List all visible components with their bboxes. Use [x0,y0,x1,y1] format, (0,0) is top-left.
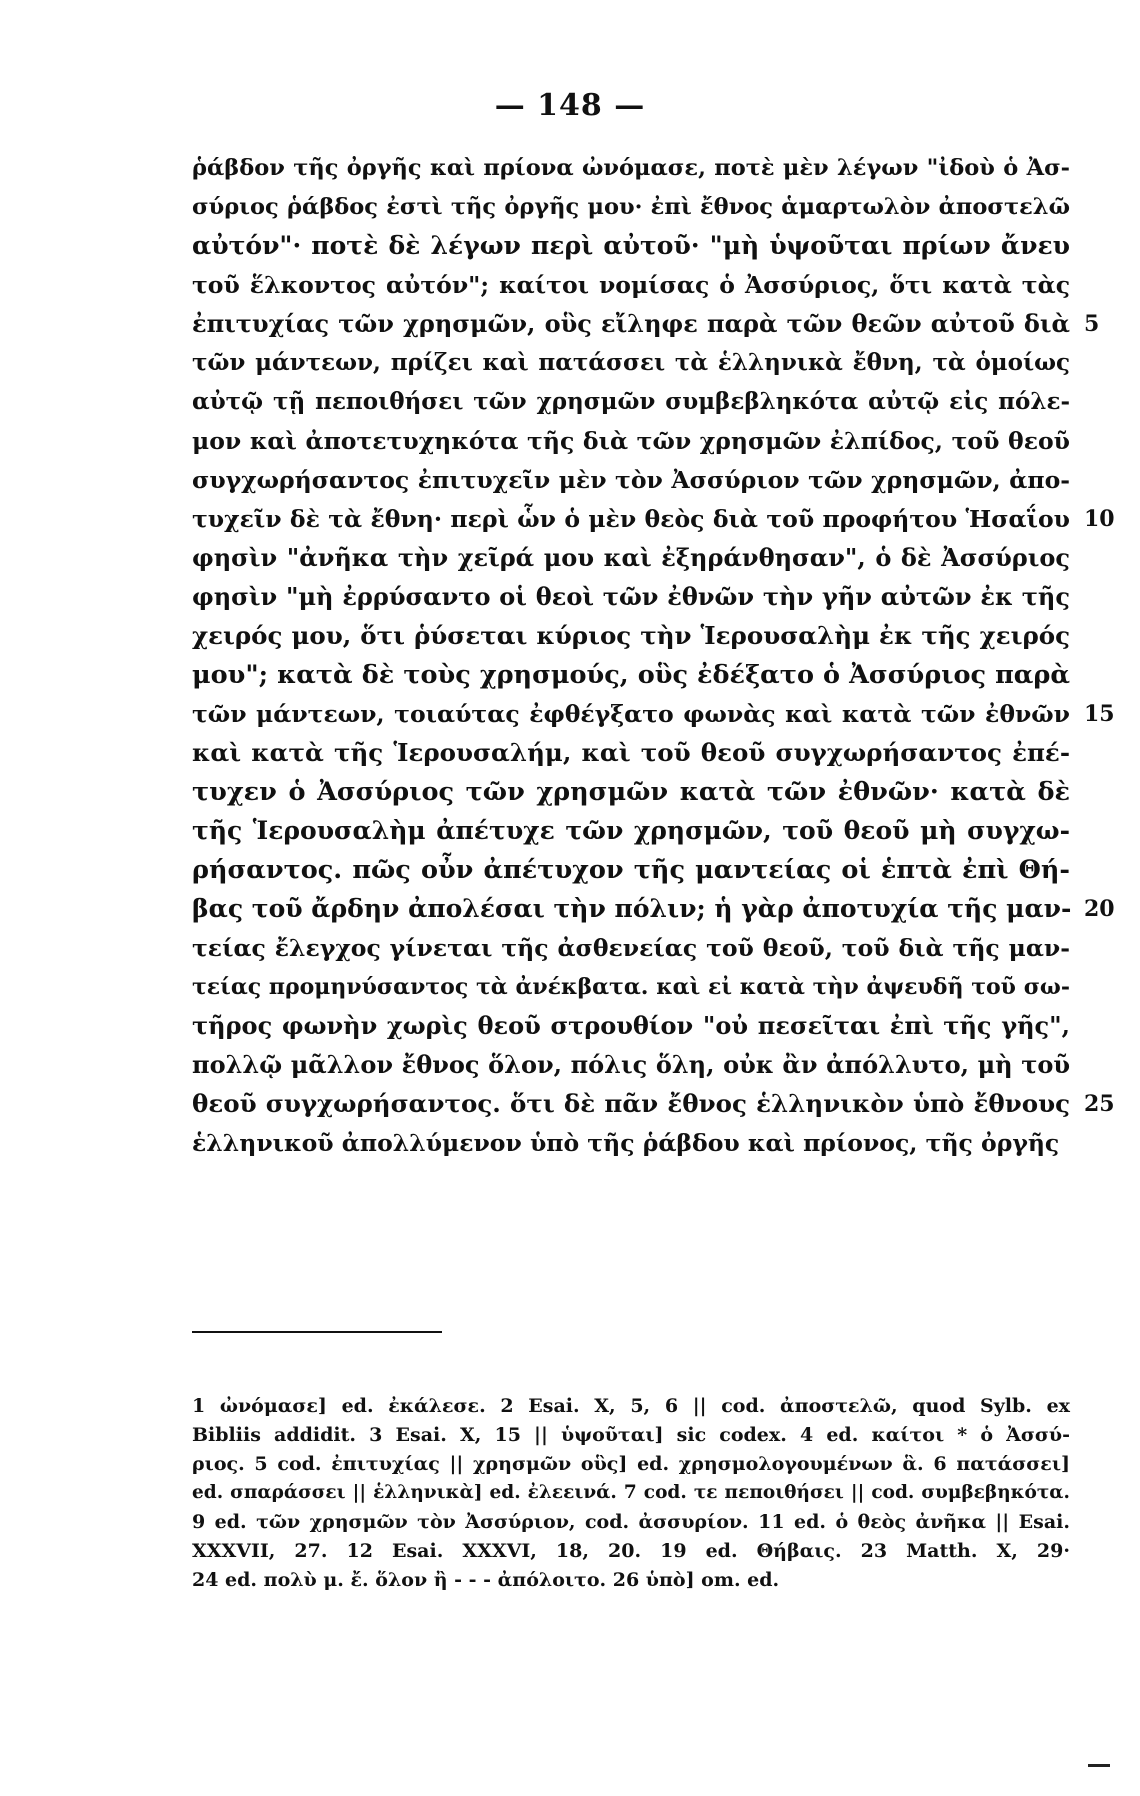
text-line-1: ῥάβδον τῆς ὀργῆς καὶ πρίονα ὠνόμασε, ποτὲ μὲν λέγων "ἰδοὺ ὁ Ἀσ- [192,155,1070,181]
text-line-23: τῆρος φωνὴν χωρὶς θεοῦ στρουθίον "οὐ πεσεῖται ἐπὶ τῆς γῆς", [192,1011,1070,1040]
text-line-24: πολλῷ μᾶλλον ἔθνος ὅλον, πόλις ὅλη, οὐκ ἂν ἀπόλλυτο, μὴ τοῦ [192,1050,1070,1079]
text-line-22: τείας προμηνύσαντος τὰ ἀνέκβατα. καὶ εἰ κατὰ τὴν ἀψευδῆ τοῦ σω- [192,974,1070,1000]
text-line-17: τυχεν ὁ Ἀσσύριος τῶν χρησμῶν κατὰ τῶν ἐθνῶν· κατὰ δὲ [192,777,1070,807]
text-line-14: μου"; κατὰ δὲ τοὺς χρησμούς, οὓς ἐδέξατο ὁ Ἀσσύριος παρὰ [192,660,1070,690]
text-line-20: βας τοῦ ἄρδην ἀπολέσαι τὴν πόλιν; ἡ γὰρ ἀποτυχία τῆς μαν- [192,894,1072,923]
line-number-10: 10 [1084,506,1115,532]
text-line-13: χειρός μου, ὅτι ῥύσεται κύριος τὴν Ἱερουσαλὴμ ἐκ τῆς χειρός [192,621,1070,650]
text-line-10: τυχεῖν δὲ τὰ ἔθνη· περὶ ὧν ὁ μὲν θεὸς διὰ τοῦ προφήτου Ἡσαΐου [192,505,1070,533]
text-line-7: αὐτῷ τῇ πεποιθήσει τῶν χρησμῶν συμβεβληκότα αὐτῷ εἰς πόλε- [192,388,1070,415]
text-line-3: αὐτόν"· ποτὲ δὲ λέγων περὶ αὐτοῦ· "μὴ ὑψοῦται πρίων ἄνευ [192,231,1070,260]
text-line-21: τείας ἔλεγχος γίνεται τῆς ἀσθενείας τοῦ θεοῦ, τοῦ διὰ τῆς μαν- [192,934,1070,962]
text-line-5: ἐπιτυχίας τῶν χρησμῶν, οὓς εἴληφε παρὰ τῶν θεῶν αὐτοῦ διὰ [192,309,1070,338]
text-line-9: συγχωρήσαντος ἐπιτυχεῖν μὲν τὸν Ἀσσύριον τῶν χρησμῶν, ἀπο- [192,466,1070,494]
line-number-25: 25 [1084,1091,1115,1117]
text-line-26: ἑλληνικοῦ ἀπολλύμενον ὑπὸ τῆς ῥάβδου καὶ πρίονος, τῆς ὀργῆς [192,1129,1060,1157]
text-line-19: ρήσαντος. πῶς οὖν ἀπέτυχον τῆς μαντείας οἱ ἑπτὰ ἐπὶ Θή- [192,855,1070,885]
text-line-4: τοῦ ἕλκοντος αὐτόν"; καίτοι νομίσας ὁ Ἀσσύριος, ὅτι κατὰ τὰς [192,271,1070,299]
footnote-line-5: 9 ed. τῶν χρησμῶν τὸν Ἀσσύριον, cod. ἀσσυρίον. 11 ed. ὁ θεὸς ἀνῆκα || Esai. [192,1511,1070,1533]
footnote-line-1: 1 ὠνόμασε] ed. ἐκάλεσε. 2 Esai. X, 5, 6 || cod. ἀποστελῶ, quod Sylb. ex [192,1395,1070,1417]
footnote-line-6: XXXVII, 27. 12 Esai. XXXVI, 18, 20. 19 ed. Θήβαις. 23 Matth. X, 29· [192,1540,1070,1562]
footnote-line-2: Bibliis addidit. 3 Esai. X, 15 || ὑψοῦται] sic codex. 4 ed. καίτοι * ὁ Ἀσσύ- [192,1424,1070,1446]
text-line-6: τῶν μάντεων, πρίζει καὶ πατάσσει τὰ ἑλληνικὰ ἔθνη, τὰ ὁμοίως [192,349,1070,376]
line-number-20: 20 [1084,896,1115,922]
line-number-15: 15 [1084,701,1115,727]
printer-mark [1088,1764,1110,1767]
text-line-18: τῆς Ἱερουσαλὴμ ἀπέτυχε τῶν χρησμῶν, τοῦ θεοῦ μὴ συγχω- [192,816,1070,845]
footnote-line-7: 24 ed. πολὺ μ. ἔ. ὅλον ἢ - - - ἀπόλοιτο. 26 ὑπὸ] om. ed. [192,1569,780,1591]
text-line-2: σύριος ῥάβδος ἐστὶ τῆς ὀργῆς μου· ἐπὶ ἔθνος ἁμαρτωλὸν ἀποστελῶ [192,194,1070,220]
footnote-rule [192,1331,442,1333]
text-line-25: θεοῦ συγχωρήσαντος. ὅτι δὲ πᾶν ἔθνος ἑλληνικὸν ὑπὸ ἔθνους [192,1089,1070,1118]
text-line-15: τῶν μάντεων, τοιαύτας ἐφθέγξατο φωνὰς καὶ κατὰ τῶν ἐθνῶν [192,700,1070,728]
text-line-12: φησὶν "μὴ ἐρρύσαντο οἱ θεοὶ τῶν ἐθνῶν τὴν γῆν αὐτῶν ἐκ τῆς [192,582,1070,611]
footnote-line-3: ριος. 5 cod. ἐπιτυχίας || χρησμῶν οὓς] ed. χρησμολογουμένων ἃ. 6 πατάσσει] [192,1453,1070,1475]
text-line-8: μον καὶ ἀποτετυχηκότα τῆς διὰ τῶν χρησμῶν ἐλπίδος, τοῦ θεοῦ [192,427,1070,455]
text-line-11: φησὶν "ἀνῆκα τὴν χεῖρά μου καὶ ἐξηράνθησαν", ὁ δὲ Ἀσσύριος [192,543,1070,572]
text-line-16: καὶ κατὰ τῆς Ἱερουσαλήμ, καὶ τοῦ θεοῦ συγχωρήσαντος ἐπέ- [192,738,1070,767]
line-number-5: 5 [1084,311,1100,337]
footnote-line-4: ed. σπαράσσει || ἑλληνικὰ] ed. ἐλεεινά. 7 cod. τε πεποιθήσει || cod. συμβεβηκότα. [192,1482,1070,1503]
page-number: — 148 — [494,88,646,123]
